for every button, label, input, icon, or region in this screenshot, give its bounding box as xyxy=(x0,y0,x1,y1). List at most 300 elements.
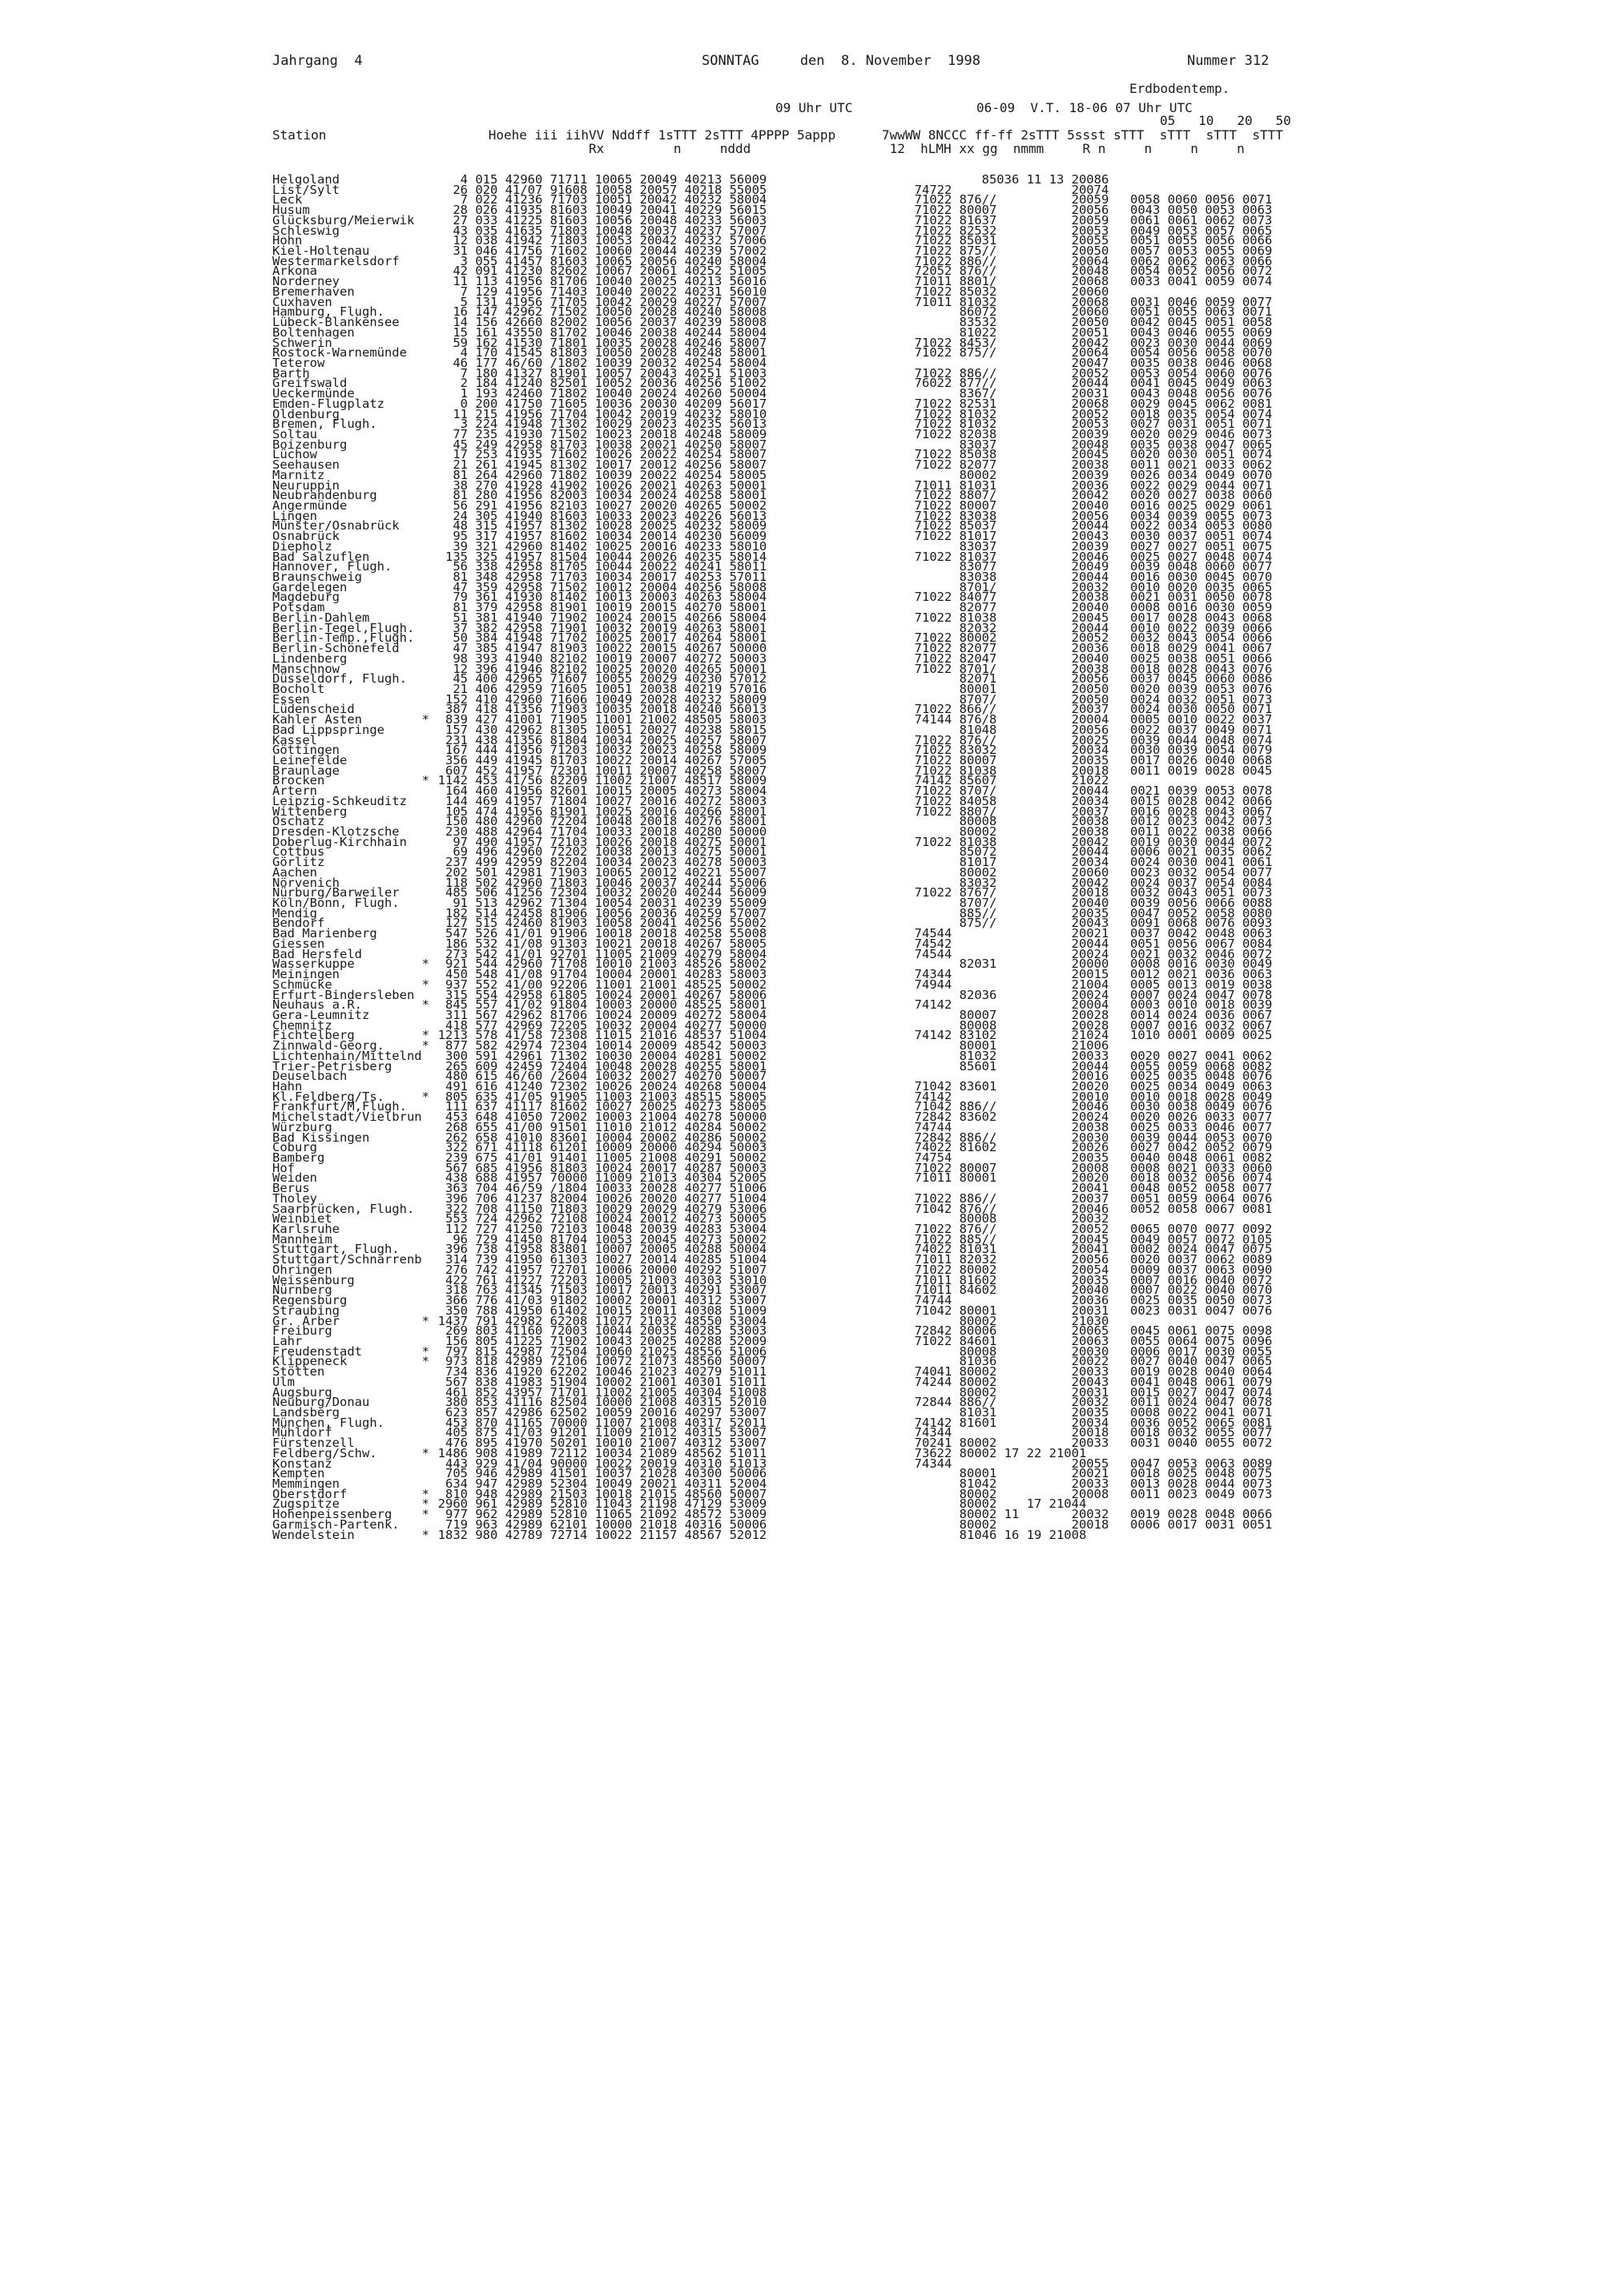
synop-group-1: 167 444 41956 71203 10032 20023 40258 58009 xyxy=(423,743,767,758)
soil-temps: 0091 0068 0076 0093 xyxy=(1130,916,1273,931)
synop-group-2: 71022 82532 20053 xyxy=(877,223,1109,238)
station-name: Kassel xyxy=(272,732,317,747)
station-name: Bamberg xyxy=(272,1150,325,1165)
soil-temps: 0011 0019 0028 0045 xyxy=(1130,763,1273,778)
station-name: Karlsruhe xyxy=(272,1222,340,1237)
header-nummer: Nummer 312 xyxy=(1187,53,1270,69)
station-name: Potsdam xyxy=(272,600,325,615)
soil-temps: 0023 0030 0044 0069 xyxy=(1130,335,1273,350)
synop-group-2: 8707/ 20040 xyxy=(877,896,1109,911)
synop-group-1: 27 033 41225 81603 10056 20048 40233 56003 xyxy=(423,212,767,228)
soil-temps: 1010 0001 0009 0025 xyxy=(1130,1028,1273,1043)
station-name: Erfurt-Bindersleben xyxy=(272,987,415,1002)
station-name: Mannheim xyxy=(272,1231,332,1247)
synop-group-1: 127 515 42460 81903 10058 20041 40256 55002 xyxy=(423,916,767,931)
synop-group-2: 71022 8767/ 20018 xyxy=(877,885,1109,900)
synop-group-2: 71022 85037 20044 xyxy=(877,518,1109,534)
synop-group-2: 74744 20038 xyxy=(877,1119,1109,1134)
soil-temps: 0014 0024 0036 0067 xyxy=(1130,1007,1273,1022)
synop-group-2: 71022 83032 20034 xyxy=(877,743,1109,758)
station-name: Greifswald xyxy=(272,376,348,391)
synop-group-2: 71022 80007 20035 xyxy=(877,752,1109,767)
synop-group-1: 28 026 41935 81603 10049 20041 40229 56015 xyxy=(423,203,767,218)
synop-group-1: 51 381 41940 71902 10024 20015 40266 58004 xyxy=(423,610,767,625)
station-name: Öhringen xyxy=(272,1262,332,1277)
synop-group-1: 48 315 41957 81302 10028 20025 40232 58009 xyxy=(423,518,767,534)
synop-group-2: 83038 20044 xyxy=(877,570,1109,585)
synop-group-1: 1142 453 41/56 82209 11002 21007 48517 58009 xyxy=(423,773,767,788)
synop-group-2: 74041 80002 20033 xyxy=(877,1364,1109,1380)
soil-temps: 0021 0031 0050 0078 xyxy=(1130,590,1273,605)
station-name: Bad Kissingen xyxy=(272,1130,370,1145)
station-name: Bad Hersfeld xyxy=(272,946,362,961)
station-name: Leinefelde xyxy=(272,752,348,767)
soil-temps: 0030 0038 0049 0076 xyxy=(1130,1099,1273,1114)
station-name: Weinbiet xyxy=(272,1211,332,1227)
synop-group-2: 71022 82531 20068 xyxy=(877,396,1109,411)
synop-group-2: 85601 20044 xyxy=(877,1058,1109,1073)
station-name: Nürnberg xyxy=(272,1283,332,1298)
station-name: Regensburg xyxy=(272,1293,348,1308)
synop-group-1: 1213 578 41/58 72308 11015 21016 48537 51004 xyxy=(423,1028,767,1043)
synop-group-1: 182 514 42458 81906 10056 20036 40259 57007 xyxy=(423,905,767,920)
station-name: Lüchow xyxy=(272,447,317,462)
synop-group-2: 71022 80002 20054 xyxy=(877,1262,1109,1277)
synop-group-1: 396 706 41237 82004 10026 20020 40277 51004 xyxy=(423,1190,767,1206)
station-name: Garmisch-Partenk. xyxy=(272,1517,400,1532)
synop-group-1: 43 035 41635 71803 10048 20037 40237 57007 xyxy=(423,223,767,238)
synop-group-1: 719 963 42989 62101 10000 21018 40316 50006 xyxy=(423,1517,767,1532)
synop-group-2: 74344 20015 xyxy=(877,967,1109,982)
soil-temps: 0024 0037 0054 0084 xyxy=(1130,875,1273,890)
station-name: Braunschweig xyxy=(272,570,362,585)
synop-group-2: 20041 xyxy=(877,1181,1109,1196)
station-name: Feldberg/Schw. * xyxy=(272,1445,429,1460)
synop-group-1: 7 129 41956 71403 10040 20022 40231 56010 xyxy=(423,284,767,299)
synop-group-1: 111 637 41117 81602 10027 20025 40273 58005 xyxy=(423,1099,767,1114)
station-name: Fürstenzell xyxy=(272,1436,355,1451)
synop-group-1: 300 591 42961 71302 10030 20004 40281 50002 xyxy=(423,1048,767,1063)
synop-group-1: 7 180 41327 81901 10057 20043 40251 51003 xyxy=(423,365,767,381)
synop-group-2: 80002 21030 xyxy=(877,1313,1109,1328)
synop-group-2: 71022 81032 20052 xyxy=(877,406,1109,421)
synop-group-2: 71011 81032 20068 xyxy=(877,294,1109,309)
synop-group-1: 69 496 42960 72202 10038 20013 40275 50001 xyxy=(423,844,767,860)
synop-group-1: 97 490 41957 72103 10026 20018 40275 50001 xyxy=(423,834,767,849)
soil-temps: 0017 0028 0043 0068 xyxy=(1130,610,1273,625)
station-name: Angermünde xyxy=(272,498,348,513)
synop-group-2: 74544 20024 xyxy=(877,946,1109,961)
synop-group-2: 74142 81601 20034 xyxy=(877,1415,1109,1430)
synop-group-1: 81 379 42958 81901 10019 20015 40270 58001 xyxy=(423,600,767,615)
synop-group-1: 453 870 41165 70000 11007 21008 40317 52011 xyxy=(423,1415,767,1430)
synop-group-1: 4 015 42960 71711 10065 20049 40213 56009 xyxy=(423,172,767,187)
synop-group-2: 71011 8801/ 20068 xyxy=(877,274,1109,289)
synop-group-2: 81032 20033 xyxy=(877,1048,1109,1063)
synop-group-2: 71011 81031 20036 xyxy=(877,477,1109,493)
station-name: Bremen, Flugh. xyxy=(272,417,377,432)
synop-group-2: 74344 20018 xyxy=(877,1425,1109,1440)
synop-group-1: 98 393 41940 82102 10019 20007 40272 50003 xyxy=(423,651,767,666)
synop-group-1: 11 215 41956 71704 10042 20019 40232 58010 xyxy=(423,406,767,421)
station-name: Schwerin xyxy=(272,335,332,350)
synop-group-1: 4 170 41545 81803 10050 20028 40248 58001 xyxy=(423,345,767,361)
station-name: Bremerhaven xyxy=(272,284,355,299)
station-name: Michelstadt/Vielbrun xyxy=(272,1110,422,1125)
synop-group-2: 74544 20021 xyxy=(877,926,1109,941)
soil-temps: 0011 0022 0038 0066 xyxy=(1130,824,1273,839)
soil-temps: 0042 0045 0051 0058 xyxy=(1130,315,1273,330)
uhr09-label: 09 Uhr UTC xyxy=(775,100,853,115)
soil-temps: 0030 0037 0051 0074 xyxy=(1130,529,1273,544)
synop-group-2: 74344 20055 xyxy=(877,1456,1109,1471)
synop-group-1: 24 305 41940 81603 10033 20023 40226 56013 xyxy=(423,508,767,523)
synop-group-1: 135 325 41957 81504 10044 20026 40235 58014 xyxy=(423,549,767,564)
synop-group-2: 71022 85032 20060 xyxy=(877,284,1109,299)
soil-temps: 0058 0060 0056 0071 xyxy=(1130,192,1273,207)
synop-group-1: 105 474 41956 81901 10025 20016 40266 58001 xyxy=(423,804,767,819)
soil-temps: 0032 0043 0051 0073 xyxy=(1130,885,1273,900)
soil-temps: 0020 0026 0033 0077 xyxy=(1130,1110,1273,1125)
vt-label: 06-09 V.T. 18-06 07 Uhr UTC xyxy=(976,100,1193,115)
soil-temps: 0024 0030 0050 0071 xyxy=(1130,702,1273,717)
synop-group-1: 81 280 41956 82003 10034 20024 40258 58001 xyxy=(423,488,767,503)
station-name: Zugspitze * xyxy=(272,1496,429,1512)
synop-group-2: 71022 81038 20018 xyxy=(877,763,1109,778)
soil-temps: 0029 0045 0062 0081 xyxy=(1130,396,1273,411)
synop-group-1: 2960 961 42989 52810 11043 21198 47129 53009 xyxy=(423,1496,767,1512)
station-name: Mühldorf xyxy=(272,1425,332,1440)
soil-temps: 0023 0032 0054 0077 xyxy=(1130,864,1273,880)
soil-temps: 0057 0053 0055 0069 xyxy=(1130,244,1273,259)
synop-group-2: 71022 8807/ 20042 xyxy=(877,488,1109,503)
synop-group-2: 71022 876// 20059 xyxy=(877,192,1109,207)
station-name: Wasserkuppe * xyxy=(272,957,429,972)
synop-group-1: 265 609 42459 72404 10048 20028 40255 58001 xyxy=(423,1058,767,1073)
station-name: Marnitz xyxy=(272,467,325,482)
soil-temps: 0049 0053 0057 0065 xyxy=(1130,223,1273,238)
synop-group-2: 74744 20036 xyxy=(877,1293,1109,1308)
synop-group-1: 553 724 42962 72108 10024 20012 40273 50005 xyxy=(423,1211,767,1227)
synop-group-2: 81022 20051 xyxy=(877,324,1109,340)
station-name: Deuselbach xyxy=(272,1069,348,1084)
synop-group-1: 810 948 42989 21503 10018 21015 48560 50007 xyxy=(423,1486,767,1501)
synop-group-1: 453 648 41050 72002 10003 21004 40278 50000 xyxy=(423,1110,767,1125)
soil-temps: 0006 0017 0030 0055 xyxy=(1130,1343,1273,1359)
synop-group-1: 273 542 41/01 92701 11005 21009 40279 58004 xyxy=(423,946,767,961)
synop-group-1: 634 947 42989 52304 10049 20021 40311 52004 xyxy=(423,1476,767,1491)
synop-group-2: 71022 82077 20036 xyxy=(877,641,1109,656)
soil-temps: 0051 0055 0056 0066 xyxy=(1130,233,1273,248)
synop-group-1: 937 552 41/00 92206 11001 21001 48525 50002 xyxy=(423,977,767,992)
synop-group-1: 91 513 42962 71304 10054 20031 40239 55009 xyxy=(423,896,767,911)
synop-group-2: 8367/ 20031 xyxy=(877,386,1109,401)
station-name: Landsberg xyxy=(272,1404,340,1420)
synop-group-2: 73622 80002 17 22 21001 xyxy=(877,1445,1087,1460)
synop-group-1: 734 836 41920 62202 10046 21023 40279 51011 xyxy=(423,1364,767,1380)
station-name: Magdeburg xyxy=(272,590,340,605)
synop-group-2: 71022 866// 20037 xyxy=(877,702,1109,717)
soil-temps: 0010 0018 0028 0049 xyxy=(1130,1089,1273,1104)
soil-temps: 0049 0057 0072 0105 xyxy=(1130,1231,1273,1247)
synop-group-2: 80002 11 20032 xyxy=(877,1507,1109,1522)
soil-temps: 0018 0029 0041 0067 xyxy=(1130,641,1273,656)
synop-group-1: 1437 791 42982 62208 11027 21032 48550 53004 xyxy=(423,1313,767,1328)
synop-group-2: 80002 17 21044 xyxy=(877,1496,1087,1512)
synop-group-1: 239 675 41/01 91401 11005 21008 40291 50002 xyxy=(423,1150,767,1165)
synop-group-1: 42 091 41230 82602 10067 20061 40252 51005 xyxy=(423,264,767,279)
synop-group-2: 875// 20043 xyxy=(877,916,1109,931)
station-name: Rostock-Warnemünde xyxy=(272,345,407,361)
station-name: Husum xyxy=(272,203,310,218)
soil-temps: 0011 0021 0033 0062 xyxy=(1130,457,1273,473)
station-name: Hohn xyxy=(272,233,303,248)
station-name: Westermarkelsdorf xyxy=(272,253,400,268)
synop-group-1: 3 224 41948 71302 10029 20023 40235 56013 xyxy=(423,417,767,432)
soil-temps: 0033 0041 0059 0074 xyxy=(1130,274,1273,289)
soil-temps: 0016 0028 0043 0067 xyxy=(1130,804,1273,819)
synop-group-2: 80007 20028 xyxy=(877,1007,1109,1022)
synop-group-1: 7 022 41236 71703 10051 20042 40232 58004 xyxy=(423,192,767,207)
station-name: Kl.Feldberg/Ts. * xyxy=(272,1089,429,1104)
synop-group-1: 31 046 41756 71602 10060 20044 40239 57002 xyxy=(423,244,767,259)
synop-group-2: 71022 84058 20034 xyxy=(877,793,1109,808)
synop-group-1: 363 704 46/59 /1804 10033 20028 40277 51006 xyxy=(423,1181,767,1196)
synop-group-1: 21 406 42959 71605 10051 20038 40219 57016 xyxy=(423,681,767,696)
synop-group-2: 71022 81037 20046 xyxy=(877,549,1109,564)
synop-group-1: 405 875 41/03 91201 11009 21012 40315 53007 xyxy=(423,1425,767,1440)
synop-group-1: 262 658 41010 83601 10004 20002 40286 50002 xyxy=(423,1130,767,1145)
soil-temps: 0012 0023 0042 0073 xyxy=(1130,814,1273,829)
soil-temps: 0039 0044 0053 0070 xyxy=(1130,1130,1273,1145)
synop-group-2: 74022 81031 20041 xyxy=(877,1242,1109,1257)
synop-group-1: 623 857 42986 62502 10059 20016 40297 53007 xyxy=(423,1404,767,1420)
synop-group-1: 322 708 41150 71803 10029 20029 40279 53006 xyxy=(423,1201,767,1216)
synop-group-1: 322 671 41118 61201 10009 20000 40294 50003 xyxy=(423,1140,767,1155)
synop-group-1: 1486 908 41989 72112 10034 21089 48562 51011 xyxy=(423,1445,767,1460)
synop-group-1: 37 382 42958 71901 10032 20019 40263 58001 xyxy=(423,620,767,635)
station-name: Berlin-Tegel,Flugh. xyxy=(272,620,415,635)
synop-group-2: 71022 80007 20056 xyxy=(877,203,1109,218)
station-name: Osnabrück xyxy=(272,529,340,544)
soil-temps: 0012 0021 0036 0063 xyxy=(1130,967,1273,982)
station-name: Gera-Leumnitz xyxy=(272,1007,370,1022)
station-name: Boltenhagen xyxy=(272,324,355,340)
synop-group-2: 85072 20044 xyxy=(877,844,1109,860)
soil-temps: 0025 0038 0051 0066 xyxy=(1130,651,1273,666)
synop-group-2: 80001 20021 xyxy=(877,1466,1109,1481)
station-name: Boizenburg xyxy=(272,437,348,452)
soil-temps: 0024 0032 0051 0073 xyxy=(1130,691,1273,707)
station-name: Berlin-Temp.,Flugh. xyxy=(272,630,415,646)
station-name: Wittenberg xyxy=(272,804,348,819)
synop-group-1: 21 261 41945 81302 10017 20012 40256 58007 xyxy=(423,457,767,473)
station-name: Mendig xyxy=(272,905,317,920)
station-name: List/Sylt xyxy=(272,182,340,197)
synop-group-2: 71011 82032 20056 xyxy=(877,1252,1109,1267)
station-name: Göttingen xyxy=(272,743,340,758)
synop-group-2: 80001 20050 xyxy=(877,681,1109,696)
station-name: Berlin-Dahlem xyxy=(272,610,370,625)
synop-group-1: 12 038 41942 71803 10053 20042 40232 57006 xyxy=(423,233,767,248)
soil-temps: 0054 0056 0058 0070 xyxy=(1130,345,1273,361)
synop-group-1: 77 235 41930 71502 10023 20018 40248 58009 xyxy=(423,426,767,441)
synop-group-2: 82071 20056 xyxy=(877,671,1109,687)
synop-group-2: 81046 16 19 21008 xyxy=(877,1527,1087,1542)
synop-group-2: 71022 886// 20064 xyxy=(877,253,1109,268)
synop-group-1: 95 317 41957 81602 10034 20014 40230 56009 xyxy=(423,529,767,544)
station-name: Doberlug-Kirchhain xyxy=(272,834,407,849)
soil-temps: 0041 0045 0049 0063 xyxy=(1130,376,1273,391)
soil-temps: 0032 0043 0054 0066 xyxy=(1130,630,1273,646)
synop-group-1: 797 815 42987 72504 10060 21025 48556 51006 xyxy=(423,1343,767,1359)
station-name: Stötten xyxy=(272,1364,325,1380)
synop-group-2: 80002 20038 xyxy=(877,824,1109,839)
soil-temps: 0037 0045 0060 0086 xyxy=(1130,671,1273,687)
synop-group-2: 72842 80006 20065 xyxy=(877,1323,1109,1339)
synop-group-2: 81017 20034 xyxy=(877,855,1109,870)
synop-group-1: 1 193 42460 71802 10040 20024 40260 50004 xyxy=(423,386,767,401)
synop-group-1: 366 776 41/03 91802 10002 20001 40312 53007 xyxy=(423,1293,767,1308)
soil-temps: 0007 0016 0040 0072 xyxy=(1130,1272,1273,1287)
station-name: Hohenpeissenberg * xyxy=(272,1507,429,1522)
synop-group-1: 12 396 41946 82102 10025 20020 40265 50001 xyxy=(423,661,767,676)
station-name: Klippeneck * xyxy=(272,1354,429,1369)
synop-group-1: 81 264 42960 71802 10039 20022 40254 58005 xyxy=(423,467,767,482)
synop-group-1: 705 946 42989 41501 10037 21028 40300 50006 xyxy=(423,1466,767,1481)
synop-group-2: 74142 83102 21024 xyxy=(877,1028,1109,1043)
synop-group-2: 83032 20042 xyxy=(877,875,1109,890)
synop-group-2: 81036 20022 xyxy=(877,1354,1109,1369)
soil-temps: 0021 0039 0053 0078 xyxy=(1130,783,1273,799)
synop-group-2: 82032 20044 xyxy=(877,620,1109,635)
synop-group-1: 17 253 41935 71602 10026 20022 40254 58007 xyxy=(423,447,767,462)
synop-group-1: 56 338 42958 81705 10044 20022 40241 58011 xyxy=(423,559,767,574)
station-name: Freudenstadt * xyxy=(272,1343,429,1359)
synop-group-2: 71022 886// 20037 xyxy=(877,1190,1109,1206)
synop-group-2: 80002 20039 xyxy=(877,467,1109,482)
synop-group-2: 71022 80007 20008 xyxy=(877,1160,1109,1175)
soil-temps: 0051 0056 0067 0084 xyxy=(1130,936,1273,951)
soil-temps: 0043 0048 0056 0076 xyxy=(1130,386,1273,401)
soil-temps: 0025 0033 0046 0077 xyxy=(1130,1119,1273,1134)
soil-temps: 0016 0025 0029 0061 xyxy=(1130,498,1273,513)
soil-temps: 0018 0025 0048 0075 xyxy=(1130,1466,1273,1481)
soil-temps: 0036 0052 0065 0081 xyxy=(1130,1415,1273,1430)
synop-group-1: 547 526 41/01 91906 10018 20018 40258 55008 xyxy=(423,926,767,941)
synop-group-1: 845 557 41/02 91804 10003 20000 48525 58001 xyxy=(423,997,767,1013)
synop-group-2: 74142 20010 xyxy=(877,1089,1109,1104)
synop-group-2: 76022 877// 20044 xyxy=(877,376,1109,391)
synop-group-2: 71022 80007 20040 xyxy=(877,498,1109,513)
station-name: Straubing xyxy=(272,1303,340,1318)
synop-group-1: 157 430 42962 81305 10051 20027 40238 58015 xyxy=(423,722,767,737)
synop-group-1: 112 727 41250 72103 10048 20039 40283 53004 xyxy=(423,1222,767,1237)
soil-temps: 0039 0044 0048 0074 xyxy=(1130,732,1273,747)
synop-group-1: 461 852 43957 71701 11002 21005 40304 51008 xyxy=(423,1384,767,1400)
synop-group-2: 71022 8807/ 20037 xyxy=(877,804,1109,819)
synop-group-2: 71022 8707/ 20044 xyxy=(877,783,1109,799)
station-name: Oschatz xyxy=(272,814,325,829)
soil-temps: 0022 0034 0053 0080 xyxy=(1130,518,1273,534)
synop-group-1: 164 460 41956 82601 10015 20005 40273 58004 xyxy=(423,783,767,799)
station-name: Cottbus xyxy=(272,844,325,860)
synop-group-2: 71022 81017 20043 xyxy=(877,529,1109,544)
synop-group-1: 14 156 42660 82002 10056 20037 40239 58008 xyxy=(423,315,767,330)
synop-group-2: 71022 875// 20050 xyxy=(877,244,1109,259)
soil-temps: 0016 0030 0045 0070 xyxy=(1130,570,1273,585)
synop-group-1: 380 853 41116 82504 10000 21008 40315 52010 xyxy=(423,1395,767,1410)
station-name: Teterow xyxy=(272,355,325,370)
synop-group-2: 20016 xyxy=(877,1069,1109,1084)
station-name: Soltau xyxy=(272,426,317,441)
synop-group-2: 83037 20048 xyxy=(877,437,1109,452)
station-name: Nörvenich xyxy=(272,875,340,890)
soil-temps: 0020 0027 0041 0062 xyxy=(1130,1048,1273,1063)
depths-label: 05 10 20 50 xyxy=(1160,113,1291,128)
soil-temps: 0031 0046 0059 0077 xyxy=(1130,294,1273,309)
soil-temps: 0020 0039 0053 0076 xyxy=(1130,681,1273,696)
synop-group-2: 72844 886// 20032 xyxy=(877,1395,1109,1410)
synop-group-1: 152 410 42960 71606 10049 20028 40232 58009 xyxy=(423,691,767,707)
synop-group-2: 80001 21006 xyxy=(877,1038,1109,1053)
synop-group-2: 81031 20035 xyxy=(877,1404,1109,1420)
synop-group-2: 71022 84601 20063 xyxy=(877,1333,1109,1348)
soil-temps: 0027 0040 0047 0065 xyxy=(1130,1354,1273,1369)
erdboden-label: Erdbodentemp. xyxy=(1129,81,1230,96)
synop-group-2: 71022 885// 20045 xyxy=(877,1231,1109,1247)
station-name: Weiden xyxy=(272,1170,317,1186)
station-name: Helgoland xyxy=(272,172,340,187)
synop-group-1: 81 348 42958 71703 10034 20017 40253 57011 xyxy=(423,570,767,585)
station-name: Fichtelberg * xyxy=(272,1028,429,1043)
station-name: Hannover, Flugh. xyxy=(272,559,392,574)
synop-group-2: 86072 20060 xyxy=(877,304,1109,320)
soil-temps: 0018 0032 0055 0077 xyxy=(1130,1425,1273,1440)
soil-temps: 0043 0050 0053 0063 xyxy=(1130,203,1273,218)
soil-temps: 0008 0021 0033 0060 xyxy=(1130,1160,1273,1175)
station-name: Kahler Asten * xyxy=(272,712,429,727)
soil-temps: 0035 0038 0046 0068 xyxy=(1130,355,1273,370)
soil-temps: 0021 0032 0046 0072 xyxy=(1130,946,1273,961)
synop-group-1: 268 655 41/00 91501 11010 21012 40284 50002 xyxy=(423,1119,767,1134)
station-name: Münster/Osnabrück xyxy=(272,518,400,534)
soil-temps: 0018 0032 0056 0074 xyxy=(1130,1170,1273,1186)
synop-group-2: 82036 20024 xyxy=(877,987,1109,1002)
synop-group-2: 71022 85031 20055 xyxy=(877,233,1109,248)
station-name: Weissenburg xyxy=(272,1272,355,1287)
soil-temps: 0006 0021 0035 0062 xyxy=(1130,844,1273,860)
synop-group-1: 314 739 41950 61303 10027 20014 40285 51004 xyxy=(423,1252,767,1267)
synop-group-1: 2 184 41240 82501 10052 20036 40256 51002 xyxy=(423,376,767,391)
station-name: Kiel-Holtenau xyxy=(272,244,370,259)
synop-group-1: 973 818 42989 72106 10072 21073 48560 50007 xyxy=(423,1354,767,1369)
synop-group-1: 921 544 42960 71708 10010 21003 48526 58002 xyxy=(423,957,767,972)
soil-temps: 0030 0039 0054 0079 xyxy=(1130,743,1273,758)
column-line2: Rx n nddd 12 hLMH xx gg nmmm R n n n n xyxy=(272,141,1245,156)
synop-group-1: 79 361 41930 81402 10013 20003 40263 58004 xyxy=(423,590,767,605)
synop-group-1: 396 738 41958 83801 10007 20005 40288 50004 xyxy=(423,1242,767,1257)
soil-temps: 0043 0046 0055 0069 xyxy=(1130,324,1273,340)
station-name: Norderney xyxy=(272,274,340,289)
soil-temps: 0053 0054 0060 0076 xyxy=(1130,365,1273,381)
synop-group-2: 71011 81602 20035 xyxy=(877,1272,1109,1287)
soil-temps: 0062 0062 0063 0066 xyxy=(1130,253,1273,268)
station-name: Bocholt xyxy=(272,681,325,696)
synop-group-1: 476 895 41970 50201 10010 21007 40312 53007 xyxy=(423,1436,767,1451)
station-name: Neuburg/Donau xyxy=(272,1395,370,1410)
synop-group-1: 387 418 41356 71903 10035 20018 40240 56013 xyxy=(423,702,767,717)
